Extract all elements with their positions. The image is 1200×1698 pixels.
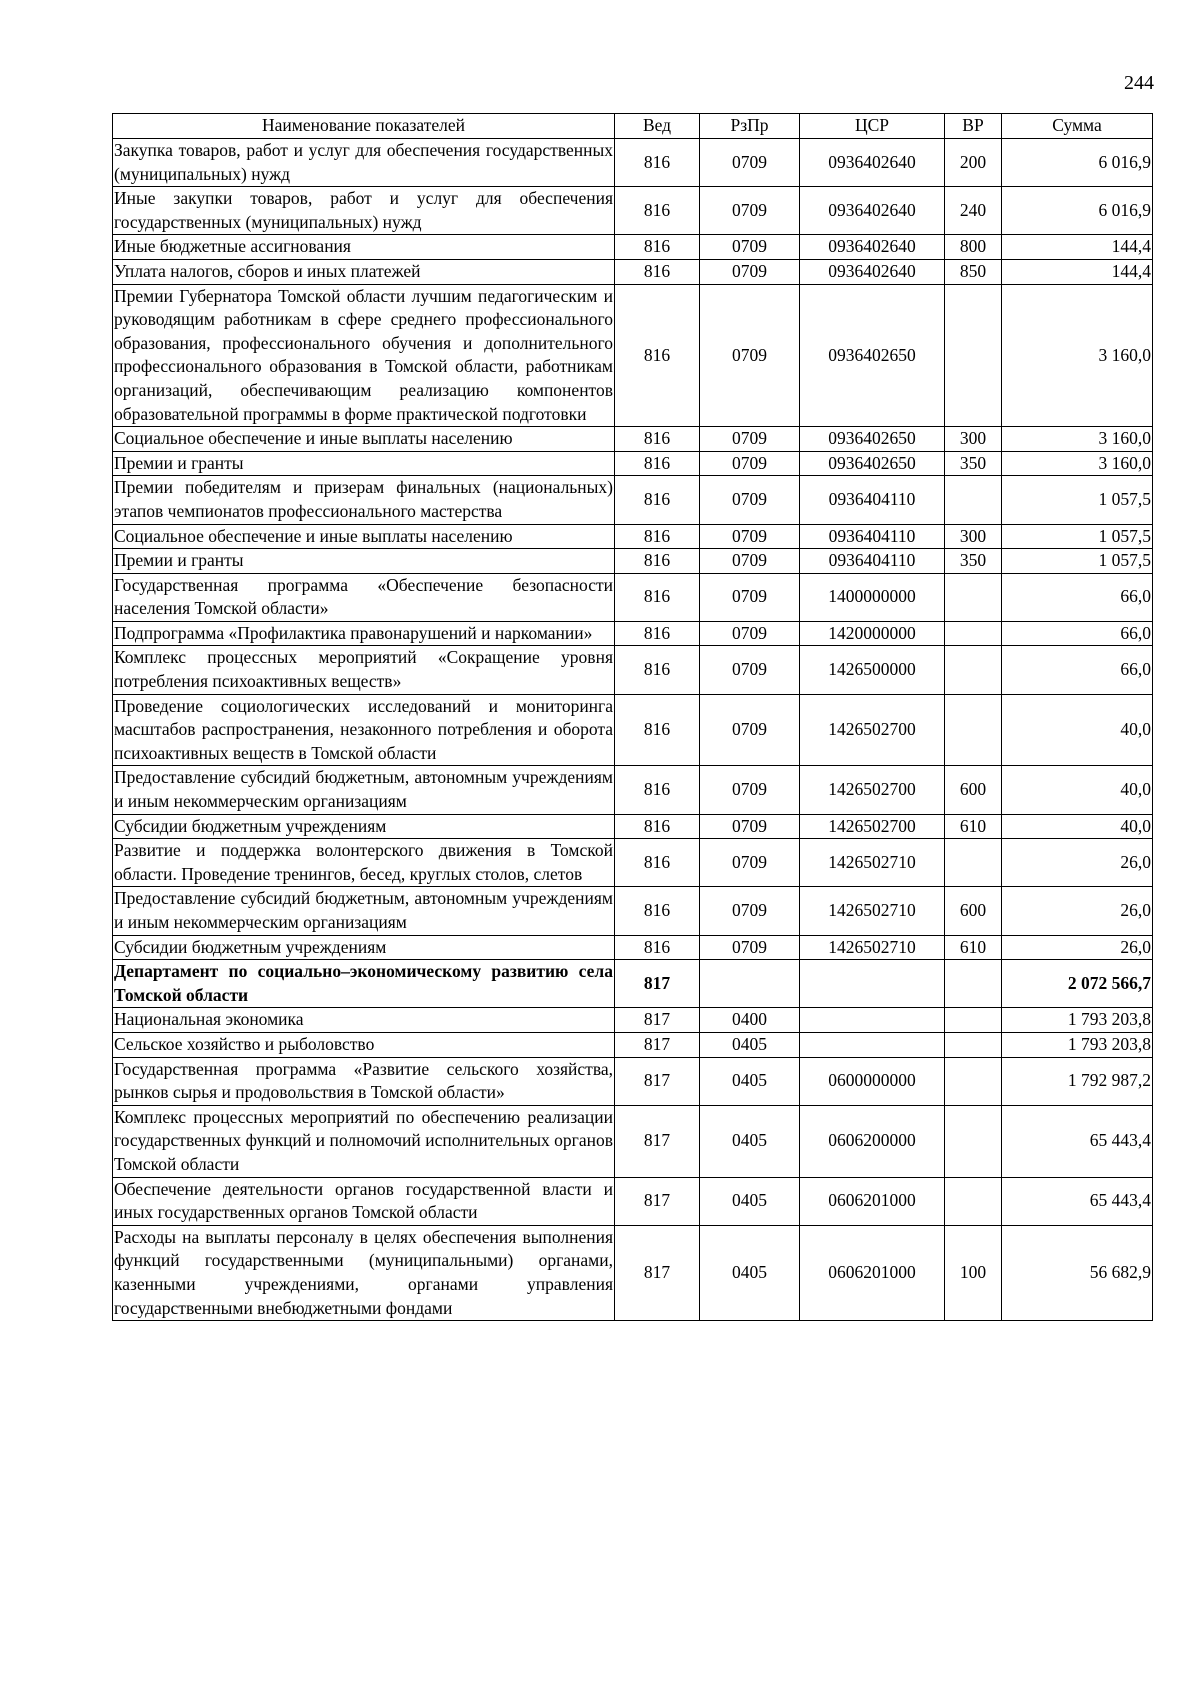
table-header-row [113, 114, 1153, 139]
cell-rzpr: 0709 [700, 766, 800, 814]
cell-ved: 816 [615, 814, 700, 839]
cell-csr [800, 960, 945, 1008]
cell-sum: 66,0 [1002, 573, 1153, 621]
cell-sum: 40,0 [1002, 766, 1153, 814]
table-row [113, 1032, 1153, 1057]
cell-csr: 0936402640 [800, 259, 945, 284]
cell-csr: 0936402650 [800, 451, 945, 476]
cell-ved: 816 [615, 476, 700, 524]
cell-ved: 817 [615, 1008, 700, 1033]
cell-sum: 40,0 [1002, 814, 1153, 839]
cell-sum: 40,0 [1002, 694, 1153, 766]
cell-name: Подпрограмма «Профилактика правонарушений и наркомании» [113, 621, 615, 646]
table-row [113, 139, 1153, 187]
cell-sum: 66,0 [1002, 621, 1153, 646]
cell-ved: 816 [615, 235, 700, 260]
cell-csr: 0936404110 [800, 524, 945, 549]
column-header-sum: Сумма [1002, 114, 1153, 139]
table-row [113, 1057, 1153, 1105]
table-row [113, 451, 1153, 476]
cell-csr: 0936404110 [800, 549, 945, 574]
cell-sum: 3 160,0 [1002, 451, 1153, 476]
cell-csr: 0936402640 [800, 235, 945, 260]
cell-rzpr: 0709 [700, 476, 800, 524]
cell-vr [945, 839, 1002, 887]
cell-rzpr: 0709 [700, 427, 800, 452]
cell-rzpr: 0709 [700, 524, 800, 549]
cell-csr: 1426502710 [800, 935, 945, 960]
cell-sum: 26,0 [1002, 935, 1153, 960]
cell-csr: 1400000000 [800, 573, 945, 621]
cell-rzpr: 0709 [700, 139, 800, 187]
cell-vr [945, 646, 1002, 694]
cell-sum: 26,0 [1002, 839, 1153, 887]
table-row [113, 814, 1153, 839]
table-row [113, 1008, 1153, 1033]
cell-csr: 0936404110 [800, 476, 945, 524]
table-body [113, 139, 1153, 1321]
cell-csr: 1420000000 [800, 621, 945, 646]
cell-ved: 817 [615, 1105, 700, 1177]
cell-ved: 816 [615, 427, 700, 452]
cell-vr: 610 [945, 935, 1002, 960]
cell-name: Проведение социологических исследований и мониторинга масштабов распространения, незаконного потребления и оборота психоактивных веществ в Томской области [113, 694, 615, 766]
table-row [113, 1225, 1153, 1320]
cell-sum: 1 793 203,8 [1002, 1032, 1153, 1057]
cell-ved: 816 [615, 451, 700, 476]
cell-name: Премии и гранты [113, 451, 615, 476]
cell-vr [945, 694, 1002, 766]
cell-sum: 26,0 [1002, 887, 1153, 935]
cell-name: Департамент по социально–экономическому развитию села Томской области [113, 960, 615, 1008]
cell-ved: 817 [615, 1177, 700, 1225]
cell-ved: 816 [615, 573, 700, 621]
cell-name: Премии победителям и призерам финальных (национальных) этапов чемпионатов профессионального мастерства [113, 476, 615, 524]
cell-rzpr: 0709 [700, 451, 800, 476]
cell-vr: 350 [945, 549, 1002, 574]
cell-sum: 1 793 203,8 [1002, 1008, 1153, 1033]
cell-csr: 1426502710 [800, 839, 945, 887]
column-header-ved: Вед [615, 114, 700, 139]
table-row [113, 839, 1153, 887]
cell-rzpr [700, 960, 800, 1008]
cell-rzpr: 0709 [700, 549, 800, 574]
cell-vr [945, 1177, 1002, 1225]
cell-csr: 0606201000 [800, 1225, 945, 1320]
cell-ved: 817 [615, 1032, 700, 1057]
cell-name: Национальная экономика [113, 1008, 615, 1033]
table-row [113, 646, 1153, 694]
cell-sum: 3 160,0 [1002, 284, 1153, 427]
cell-rzpr: 0709 [700, 935, 800, 960]
table-row [113, 427, 1153, 452]
cell-rzpr: 0709 [700, 259, 800, 284]
cell-sum: 65 443,4 [1002, 1105, 1153, 1177]
cell-name: Иные бюджетные ассигнования [113, 235, 615, 260]
cell-csr: 0936402640 [800, 139, 945, 187]
cell-name: Уплата налогов, сборов и иных платежей [113, 259, 615, 284]
cell-ved: 817 [615, 960, 700, 1008]
cell-csr: 1426502700 [800, 766, 945, 814]
table-row [113, 549, 1153, 574]
cell-ved: 817 [615, 1057, 700, 1105]
column-header-csr: ЦСР [800, 114, 945, 139]
cell-vr [945, 1057, 1002, 1105]
cell-rzpr: 0405 [700, 1177, 800, 1225]
cell-vr: 850 [945, 259, 1002, 284]
cell-csr: 1426502700 [800, 694, 945, 766]
table-row [113, 694, 1153, 766]
cell-name: Комплекс процессных мероприятий «Сокращение уровня потребления психоактивных веществ» [113, 646, 615, 694]
cell-vr: 300 [945, 524, 1002, 549]
cell-vr: 350 [945, 451, 1002, 476]
cell-sum: 144,4 [1002, 259, 1153, 284]
cell-name: Премии Губернатора Томской области лучшим педагогическим и руководящим работникам в сфере среднего профессионального образования, профессионального обучения и дополнительного профессионального образования в Томской области, работникам организаций, обеспечивающим реализацию компонентов образовательной программы в форме практической подготовки [113, 284, 615, 427]
cell-csr: 0606200000 [800, 1105, 945, 1177]
cell-rzpr: 0709 [700, 235, 800, 260]
table-row [113, 235, 1153, 260]
cell-sum: 66,0 [1002, 646, 1153, 694]
table-row [113, 766, 1153, 814]
cell-ved: 816 [615, 887, 700, 935]
cell-name: Социальное обеспечение и иные выплаты населению [113, 427, 615, 452]
cell-ved: 816 [615, 524, 700, 549]
cell-rzpr: 0709 [700, 814, 800, 839]
cell-name: Иные закупки товаров, работ и услуг для обеспечения государственных (муниципальных) нужд [113, 187, 615, 235]
cell-ved: 816 [615, 549, 700, 574]
budget-table [112, 113, 1153, 1321]
cell-vr: 200 [945, 139, 1002, 187]
cell-name: Расходы на выплаты персоналу в целях обеспечения выполнения функций государственными (муниципальными) органами, казенными учреждениями, органами управления государственными внебюджетными фондами [113, 1225, 615, 1320]
table-row [113, 887, 1153, 935]
cell-name: Премии и гранты [113, 549, 615, 574]
cell-csr: 1426502710 [800, 887, 945, 935]
cell-name: Предоставление субсидий бюджетным, автономным учреждениям и иным некоммерческим организациям [113, 766, 615, 814]
cell-ved: 816 [615, 621, 700, 646]
table-row [113, 259, 1153, 284]
cell-rzpr: 0405 [700, 1225, 800, 1320]
cell-rzpr: 0709 [700, 694, 800, 766]
cell-sum: 144,4 [1002, 235, 1153, 260]
cell-name: Сельское хозяйство и рыболовство [113, 1032, 615, 1057]
cell-rzpr: 0709 [700, 839, 800, 887]
cell-ved: 816 [615, 839, 700, 887]
column-header-name: Наименование показателей [113, 114, 615, 139]
cell-sum: 56 682,9 [1002, 1225, 1153, 1320]
cell-csr: 0936402640 [800, 187, 945, 235]
cell-ved: 816 [615, 694, 700, 766]
cell-name: Государственная программа «Обеспечение безопасности населения Томской области» [113, 573, 615, 621]
cell-vr: 800 [945, 235, 1002, 260]
cell-sum: 1 057,5 [1002, 476, 1153, 524]
cell-csr: 0600000000 [800, 1057, 945, 1105]
cell-vr: 300 [945, 427, 1002, 452]
cell-vr [945, 1105, 1002, 1177]
cell-rzpr: 0405 [700, 1105, 800, 1177]
table-row [113, 960, 1153, 1008]
cell-vr: 610 [945, 814, 1002, 839]
cell-name: Субсидии бюджетным учреждениям [113, 814, 615, 839]
cell-sum: 1 057,5 [1002, 549, 1153, 574]
cell-rzpr: 0709 [700, 573, 800, 621]
cell-name: Закупка товаров, работ и услуг для обеспечения государственных (муниципальных) нужд [113, 139, 615, 187]
table-row [113, 573, 1153, 621]
table-row [113, 187, 1153, 235]
cell-vr: 100 [945, 1225, 1002, 1320]
cell-sum: 2 072 566,7 [1002, 960, 1153, 1008]
cell-vr [945, 621, 1002, 646]
cell-csr [800, 1008, 945, 1033]
table-row [113, 935, 1153, 960]
cell-rzpr: 0405 [700, 1057, 800, 1105]
cell-rzpr: 0405 [700, 1032, 800, 1057]
cell-rzpr: 0709 [700, 646, 800, 694]
table-row [113, 524, 1153, 549]
cell-name: Комплекс процессных мероприятий по обеспечению реализации государственных функций и полномочий исполнительных органов Томской области [113, 1105, 615, 1177]
cell-vr [945, 284, 1002, 427]
cell-name: Субсидии бюджетным учреждениям [113, 935, 615, 960]
cell-ved: 816 [615, 139, 700, 187]
cell-vr [945, 476, 1002, 524]
cell-name: Развитие и поддержка волонтерского движения в Томской области. Проведение тренингов, бесед, круглых столов, слетов [113, 839, 615, 887]
cell-ved: 816 [615, 259, 700, 284]
cell-vr [945, 1008, 1002, 1033]
cell-csr: 1426500000 [800, 646, 945, 694]
cell-sum: 1 792 987,2 [1002, 1057, 1153, 1105]
cell-sum: 6 016,9 [1002, 187, 1153, 235]
cell-sum: 65 443,4 [1002, 1177, 1153, 1225]
cell-sum: 3 160,0 [1002, 427, 1153, 452]
cell-ved: 816 [615, 187, 700, 235]
cell-ved: 816 [615, 935, 700, 960]
cell-sum: 1 057,5 [1002, 524, 1153, 549]
table-row [113, 284, 1153, 427]
cell-ved: 816 [615, 766, 700, 814]
cell-vr: 240 [945, 187, 1002, 235]
cell-sum: 6 016,9 [1002, 139, 1153, 187]
cell-csr: 1426502700 [800, 814, 945, 839]
cell-vr [945, 1032, 1002, 1057]
cell-csr: 0936402650 [800, 284, 945, 427]
cell-vr [945, 960, 1002, 1008]
cell-csr: 0936402650 [800, 427, 945, 452]
page-number: 244 [1124, 72, 1154, 94]
cell-rzpr: 0709 [700, 621, 800, 646]
cell-ved: 816 [615, 284, 700, 427]
cell-ved: 817 [615, 1225, 700, 1320]
cell-rzpr: 0709 [700, 187, 800, 235]
cell-rzpr: 0709 [700, 887, 800, 935]
table-row [113, 621, 1153, 646]
cell-rzpr: 0400 [700, 1008, 800, 1033]
cell-csr: 0606201000 [800, 1177, 945, 1225]
cell-vr: 600 [945, 887, 1002, 935]
table-row [113, 1105, 1153, 1177]
table-row [113, 476, 1153, 524]
column-header-vr: ВР [945, 114, 1002, 139]
cell-name: Социальное обеспечение и иные выплаты населению [113, 524, 615, 549]
column-header-rzpr: РзПр [700, 114, 800, 139]
table-row [113, 1177, 1153, 1225]
cell-csr [800, 1032, 945, 1057]
cell-name: Обеспечение деятельности органов государственной власти и иных государственных органов Томской области [113, 1177, 615, 1225]
cell-vr: 600 [945, 766, 1002, 814]
cell-ved: 816 [615, 646, 700, 694]
cell-rzpr: 0709 [700, 284, 800, 427]
cell-name: Государственная программа «Развитие сельского хозяйства, рынков сырья и продовольствия в Томской области» [113, 1057, 615, 1105]
cell-vr [945, 573, 1002, 621]
cell-name: Предоставление субсидий бюджетным, автономным учреждениям и иным некоммерческим организациям [113, 887, 615, 935]
